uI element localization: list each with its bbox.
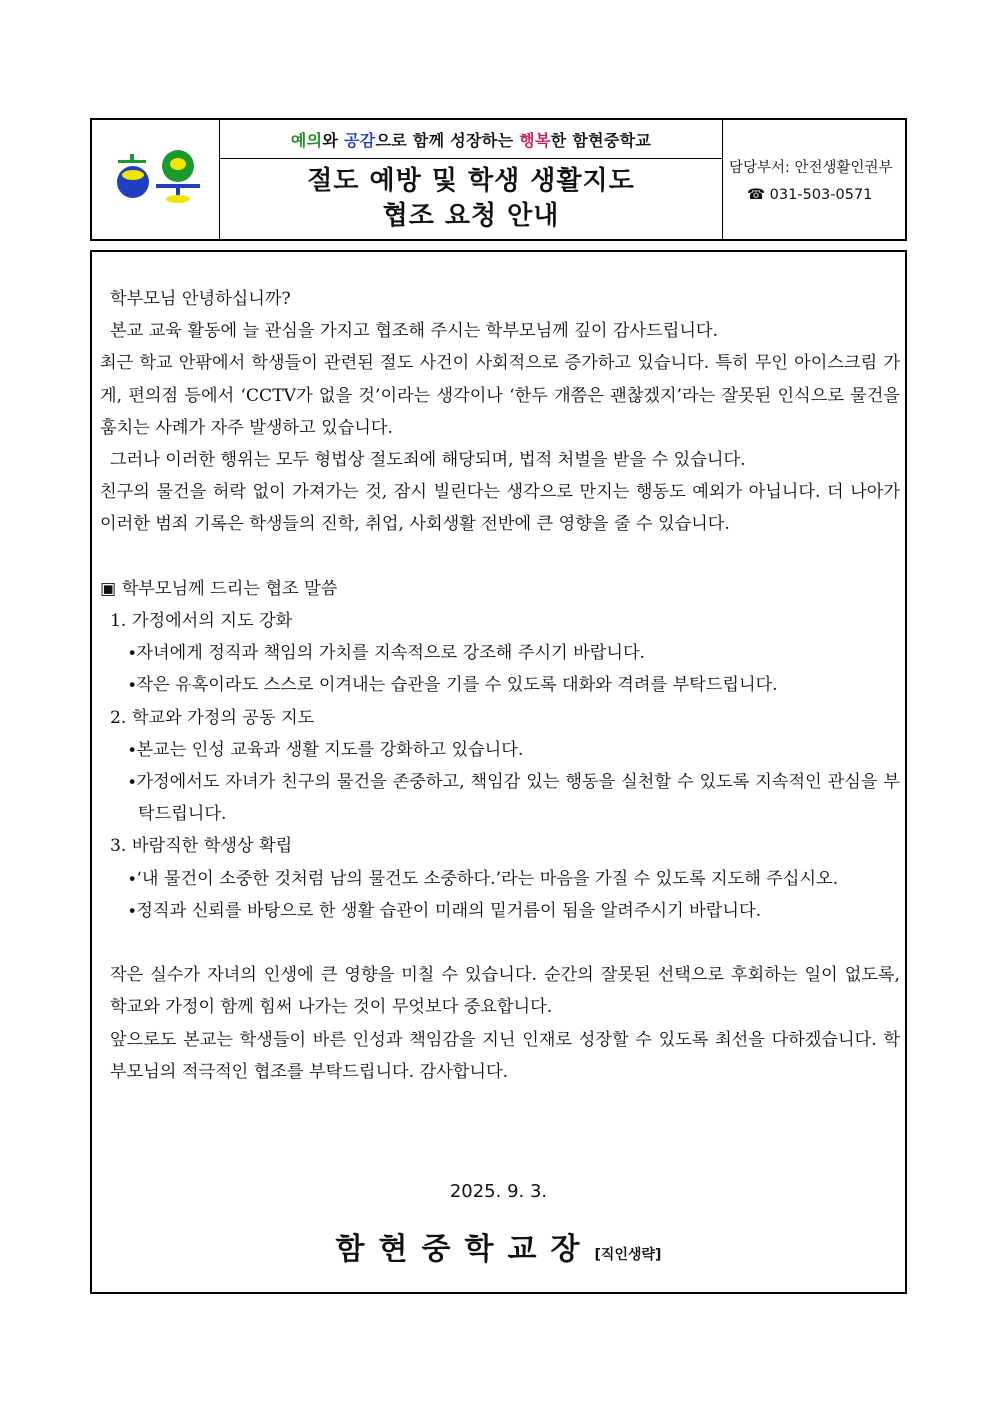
school-slogan: [220, 120, 722, 159]
doc-title-line2: 협조 요청 안내: [382, 201, 560, 231]
list-item: ∙가정에서도 자녀가 친구의 물건을 존중하고, 책임감 있는 행동을 실천할 수 있도록 지속적인 관심을 부탁드립니다.: [128, 772, 900, 825]
slogan-part: 공감: [344, 130, 376, 150]
list-item: ∙본교는 인성 교육과 생활 지도를 강화하고 있습니다.: [128, 739, 524, 760]
closing-paragraph-2: 앞으로도 본교는 학생들이 바른 인성과 책임감을 지닌 인재로 성장할 수 있도록 최선을 다하겠습니다. 학부모님의 적극적인 협조를 부탁드립니다. 감사합니다.: [110, 1029, 900, 1082]
paragraph-1: 본교 교육 활동에 늘 관심을 가지고 협조해 주시는 학부모님께 깊이 감사드립니다.: [110, 321, 719, 342]
department-label: 담당부서: 안전생활인권부: [729, 160, 893, 176]
phone-number: ☎ 031-503-0571: [747, 187, 873, 203]
signature-block: [92, 1224, 905, 1268]
paragraph-2: 최근 학교 안팎에서 학생들이 관련된 절도 사건이 사회적으로 증가하고 있습니다. 특히 무인 아이스크림 가게, 편의점 등에서 ‘CCTV가 없을 것’이라는 생각이나 ‘한두 개쯤은 괜찮겠지’라는 잘못된 인식으로 물건을 훔치는 사례가 자주 발생하고 있습니다.: [100, 353, 900, 438]
school-logo-icon: [92, 120, 220, 239]
seal-note: [직인생략]: [594, 1247, 662, 1263]
greeting: 학부모님 안녕하십니까?: [110, 289, 291, 309]
doc-title-line1: 절도 예방 및 학생 생활지도: [307, 166, 635, 197]
slogan-part: 한 함현중학교: [550, 130, 652, 150]
letter-body: [90, 250, 907, 1294]
school-logo-cell: [92, 120, 220, 239]
slogan-part: 와: [322, 130, 345, 150]
document-date: 2025. 9. 3.: [449, 1181, 548, 1202]
paragraph-4: 친구의 물건을 허락 없이 가져가는 것, 잠시 빌린다는 생각으로 만지는 행동도 예외가 아닙니다. 더 나아가 이러한 범죄 기록은 학생들의 진학, 취업, 사회생활 전반에 큰 영향을 줄 수 있습니다.: [100, 482, 900, 535]
slogan-part: 으로 함께 성장하는: [375, 130, 520, 150]
list-item: ∙자녀에게 정직과 책임의 가치를 지속적으로 강조해 주시기 바랍니다.: [128, 643, 646, 664]
list-item: ∙‘내 물건이 소중한 것처럼 남의 물건도 소중하다.’라는 마음을 가질 수 있도록 지도해 주십시오.: [128, 868, 839, 889]
closing-paragraph-1: 작은 실수가 자녀의 인생에 큰 영향을 미칠 수 있습니다. 순간의 잘못된 선택으로 후회하는 일이 없도록, 학교와 가정이 함께 힘써 나가는 것이 무엇보다 중요합니다.: [110, 965, 900, 1018]
paragraph-3: 그러나 이러한 행위는 모두 형법상 절도죄에 해당되며, 법적 처벌을 받을 수 있습니다.: [110, 450, 746, 471]
list-item: ∙정직과 신뢰를 바탕으로 한 생활 습관이 미래의 밑거름이 됨을 알려주시기 바랍니다.: [128, 900, 762, 921]
document-header: [90, 118, 907, 241]
signer-name: 함현중학교장: [335, 1232, 594, 1267]
item-title: 3. 바람직한 학생상 확립: [110, 836, 293, 857]
slogan-part: 예의: [290, 130, 323, 150]
item-title: 1. 가정에서의 지도 강화: [110, 611, 293, 632]
section-title: ▣ 학부모님께 드리는 협조 말씀: [100, 578, 338, 599]
item-title: 2. 학교와 가정의 공동 지도: [110, 707, 315, 728]
slogan-part: 행복: [519, 130, 551, 150]
list-item: ∙작은 유혹이라도 스스로 이겨내는 습관을 기를 수 있도록 대화와 격려를 부탁드립니다.: [128, 675, 778, 696]
